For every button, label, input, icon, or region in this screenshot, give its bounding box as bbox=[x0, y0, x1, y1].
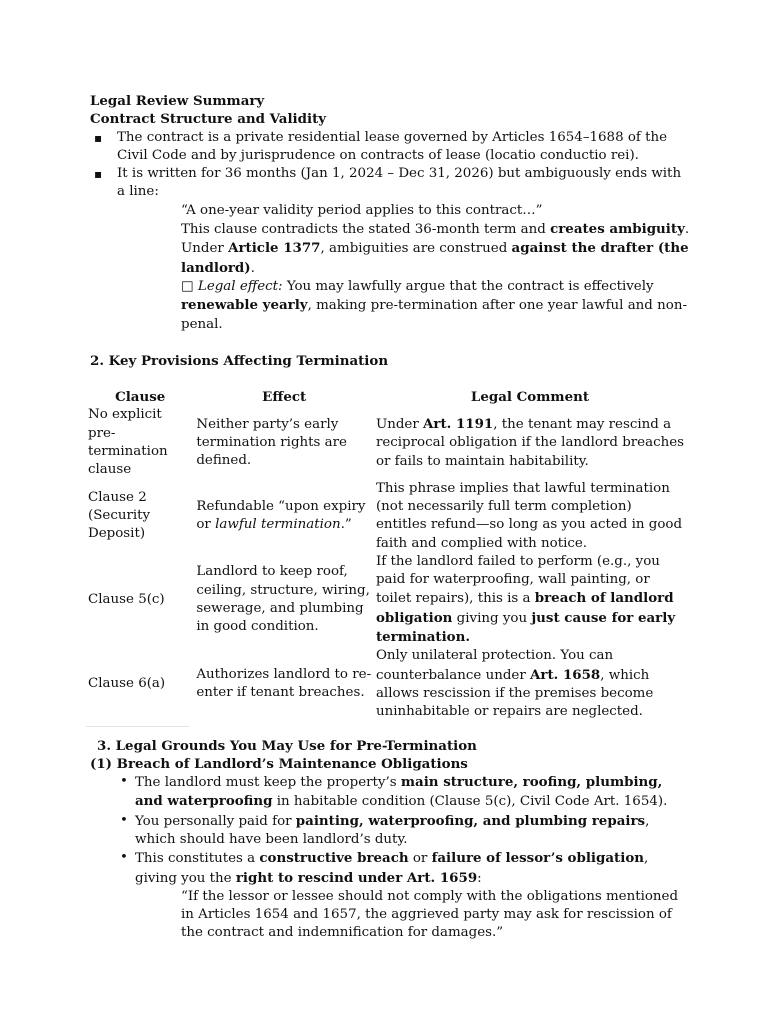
effect-cell: Neither party’s early termination rights are defined. bbox=[196, 416, 347, 469]
comment-cell bbox=[374, 647, 686, 721]
effect-cell bbox=[194, 480, 374, 553]
table-row bbox=[86, 647, 686, 721]
analysis-text: , ambiguities are construed bbox=[320, 241, 512, 257]
clause-cell: Clause 5(c) bbox=[88, 591, 165, 607]
analysis-text: . bbox=[684, 222, 690, 238]
analysis-emphasis: against the drafter (the landlord) bbox=[181, 240, 689, 276]
table-row bbox=[86, 406, 686, 479]
comment-emphasis: Art. 1191 bbox=[423, 416, 494, 433]
effect-text: .” bbox=[340, 517, 352, 533]
bullet-emphasis: constructive breach bbox=[259, 850, 409, 867]
section-3-subheading: (1) Breach of Landlord’s Maintenance Obligations bbox=[90, 755, 468, 772]
analysis-text: This clause contradicts the stated 36-month term and bbox=[181, 222, 551, 238]
document-page bbox=[90, 92, 690, 943]
comment-text: giving you bbox=[452, 610, 532, 626]
bullet-emphasis: failure of lessor’s obligation bbox=[431, 850, 645, 867]
effect-text: Refundable “upon expiry or bbox=[196, 498, 366, 533]
analysis-text: You may lawfully argue that the contract is effectively bbox=[282, 278, 654, 294]
bullet-emphasis: painting, waterproofing, and plumbing repairs bbox=[295, 812, 646, 829]
list-item bbox=[90, 773, 690, 812]
effect-cell: Authorizes landlord to re-enter if tenant breaches. bbox=[196, 667, 372, 701]
section-3-bullets bbox=[90, 773, 690, 888]
bullet-text: , giving you the bbox=[135, 851, 649, 886]
table-row bbox=[86, 553, 686, 647]
comment-text: , which allows rescission if the premises become uninhabitable or repairs are neglected. bbox=[375, 667, 654, 720]
comment-emphasis: Art. 1658 bbox=[530, 666, 601, 683]
bullet-text: You personally paid for bbox=[135, 813, 296, 829]
article-1659-quote: “If the lessor or lessee should not comply with the obligations mentioned in Articles 1654 and 1657, the aggrieved party may ask for rescission of the contract and indemnification for damages.” bbox=[181, 888, 679, 941]
analysis-emphasis: renewable yearly bbox=[181, 297, 308, 314]
bullet-text: : bbox=[477, 870, 482, 886]
document-title: Legal Review Summary bbox=[90, 93, 265, 109]
analysis-emphasis: creates ambiguity bbox=[550, 221, 685, 238]
section-3-heading: 3. Legal Grounds You May Use for Pre-Termination bbox=[97, 737, 477, 754]
list-item: ▪ The contract is a private residential lease governed by Articles 1654–1688 of the Civil Code and by jurisprudence on contracts of lease (locatio conductio rei). bbox=[90, 129, 690, 166]
effect-cell: Landlord to keep roof, ceiling, structure, wiring, sewerage, and plumbing in good condition. bbox=[196, 564, 370, 635]
analysis-paragraph bbox=[181, 239, 690, 278]
bullet-text: , which should have been landlord’s duty. bbox=[135, 813, 650, 847]
comment-cell bbox=[374, 553, 686, 647]
legal-effect-paragraph bbox=[181, 278, 690, 334]
comment-emphasis: just cause for early termination. bbox=[375, 609, 676, 646]
comment-cell bbox=[374, 406, 686, 479]
column-header: Legal Comment bbox=[470, 389, 590, 406]
clause-cell: Clause 2 (Security Deposit) bbox=[88, 489, 151, 542]
validity-quote: “A one-year validity period applies to this contract…” bbox=[181, 202, 543, 218]
section-1-heading: Contract Structure and Validity bbox=[90, 111, 327, 128]
comment-emphasis: breach of landlord obligation bbox=[375, 590, 674, 626]
analysis-emphasis: Article 1377 bbox=[228, 240, 321, 257]
comment-text: Under bbox=[375, 417, 424, 433]
comment-cell: This phrase implies that lawful termination (not necessarily full term completion) entitles refund—so long as you acted in good faith and complied with notice. bbox=[375, 480, 683, 551]
table-header-row bbox=[86, 388, 686, 406]
legal-effect-label: Legal effect: bbox=[197, 278, 283, 294]
analysis-text: . bbox=[250, 260, 255, 276]
column-header: Clause bbox=[115, 389, 166, 406]
analysis-text: Under bbox=[181, 241, 229, 257]
list-item: ▪ It is written for 36 months (Jan 1, 2024 – Dec 31, 2026) but ambiguously ends with a line: bbox=[90, 165, 690, 202]
divider bbox=[86, 726, 189, 727]
clause-cell: No explicit pre-termination clause bbox=[88, 407, 168, 478]
provisions-table bbox=[86, 388, 686, 721]
list-item bbox=[90, 812, 690, 850]
bullet-text: The landlord must keep the property’s bbox=[135, 775, 401, 791]
bullet-emphasis: main structure, roofing, plumbing, and waterproofing bbox=[135, 774, 663, 810]
ambiguity-analysis bbox=[181, 202, 690, 334]
comment-text: If the landlord failed to perform (e.g., you paid for waterproofing, wall painting, or toilet repairs), this is a bbox=[375, 553, 660, 607]
section-1-bullets bbox=[90, 129, 690, 202]
analysis-text: , making pre-termination after one year lawful and non-penal. bbox=[181, 298, 687, 332]
comment-text: Only unilateral protection. You can counterbalance under bbox=[375, 648, 614, 683]
analysis-paragraph bbox=[181, 220, 690, 239]
section-2-heading: 2. Key Provisions Affecting Termination bbox=[90, 352, 389, 369]
table-row bbox=[86, 480, 686, 553]
bullet-text: or bbox=[408, 851, 432, 867]
list-item bbox=[90, 849, 690, 888]
bullet-text: This constitutes a bbox=[135, 851, 260, 867]
bullet-text: in habitable condition (Clause 5(c), Civil Code Art. 1654). bbox=[272, 794, 668, 810]
comment-text: , the tenant may rescind a reciprocal obligation if the landlord breaches or fails to maintain habitability. bbox=[375, 417, 684, 469]
bullet-emphasis: right to rescind under Art. 1659 bbox=[235, 869, 478, 886]
placeholder-box-icon: □ bbox=[181, 278, 194, 294]
clause-cell: Clause 6(a) bbox=[88, 676, 166, 692]
column-header: Effect bbox=[262, 389, 307, 406]
effect-emphasis: lawful termination bbox=[215, 517, 341, 533]
